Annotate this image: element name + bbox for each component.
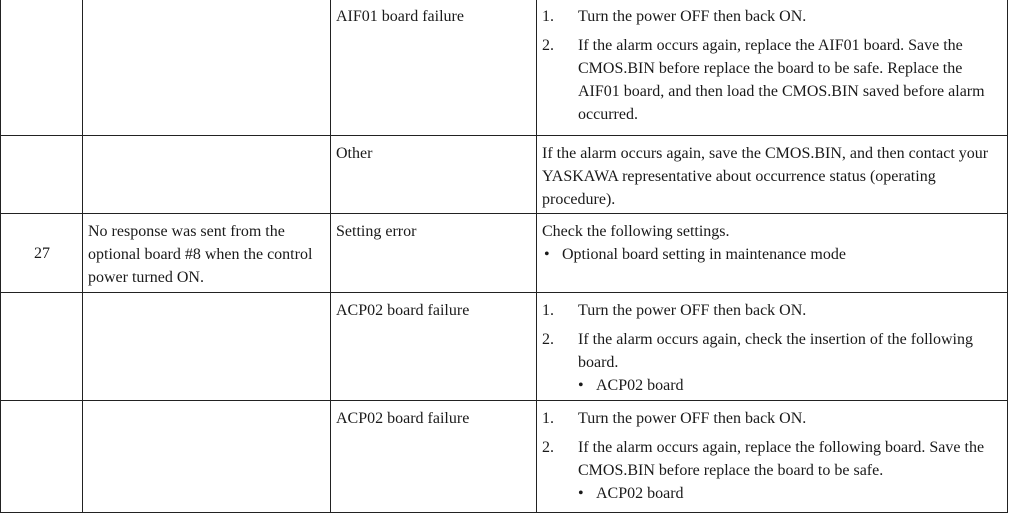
table-row	[1, 293, 1008, 401]
bullet-icon: •	[544, 246, 550, 263]
step-text: Turn the power OFF then back ON.	[578, 302, 807, 319]
alarm-code-cell	[1, 293, 83, 401]
step-number: 1.	[542, 302, 554, 319]
remedy-cell	[537, 401, 1008, 513]
remedy-step	[542, 328, 1003, 397]
bullet-icon: •	[578, 377, 584, 394]
step-number: 2.	[542, 37, 554, 54]
remedy-cell	[537, 214, 1008, 293]
description-cell: No response was sent from the optional board #8 when the control power turned ON.	[83, 214, 331, 293]
cause-cell: ACP02 board failure	[331, 401, 537, 513]
description-cell	[83, 401, 331, 513]
remedy-step	[542, 299, 1003, 322]
bullet-item	[542, 243, 1003, 266]
remedy-text: Check the following settings.	[542, 223, 730, 240]
sub-bullet-text: ACP02 board	[596, 377, 684, 394]
table-row	[1, 401, 1008, 513]
step-text: Turn the power OFF then back ON.	[578, 8, 807, 25]
sub-bullet-item	[578, 374, 1003, 397]
remedy-step	[542, 5, 1003, 28]
step-text: If the alarm occurs again, check the insertion of the following board.	[578, 331, 973, 371]
sub-bullet-item	[578, 482, 1003, 505]
remedy-step	[542, 34, 1003, 126]
bullet-text: Optional board setting in maintenance mode	[562, 246, 846, 263]
remedy-cell: If the alarm occurs again, save the CMOS.BIN, and then contact your YASKAWA representative about occurrence status (operating procedure).	[537, 136, 1008, 214]
step-number: 2.	[542, 439, 554, 456]
step-number: 1.	[542, 8, 554, 25]
step-text: Turn the power OFF then back ON.	[578, 410, 807, 427]
cause-cell: AIF01 board failure	[331, 0, 537, 136]
table-row	[1, 136, 1008, 214]
step-text: If the alarm occurs again, replace the following board. Save the CMOS.BIN before replace the board to be safe.	[578, 439, 985, 479]
alarm-code-cell: 27	[1, 214, 83, 293]
cause-cell: Other	[331, 136, 537, 214]
step-body	[578, 436, 1003, 505]
step-text: If the alarm occurs again, replace the AIF01 board. Save the CMOS.BIN before replace the board to be safe. Replace the AIF01 board, and then load the CMOS.BIN saved before alarm occurred.	[578, 37, 985, 123]
description-cell	[83, 293, 331, 401]
remedy-step	[542, 436, 1003, 505]
step-body	[578, 328, 1003, 397]
remedy-cell	[537, 0, 1008, 136]
cause-cell: Setting error	[331, 214, 537, 293]
table-row	[1, 0, 1008, 136]
step-number: 1.	[542, 410, 554, 427]
remedy-cell	[537, 293, 1008, 401]
alarm-code-cell	[1, 0, 83, 136]
alarm-code-cell	[1, 401, 83, 513]
bullet-icon: •	[578, 485, 584, 502]
description-cell	[83, 136, 331, 214]
alarm-code-cell	[1, 136, 83, 214]
table-row	[1, 214, 1008, 293]
cause-cell: ACP02 board failure	[331, 293, 537, 401]
sub-bullet-text: ACP02 board	[596, 485, 684, 502]
step-number: 2.	[542, 331, 554, 348]
description-cell	[83, 0, 331, 136]
remedy-step	[542, 407, 1003, 430]
